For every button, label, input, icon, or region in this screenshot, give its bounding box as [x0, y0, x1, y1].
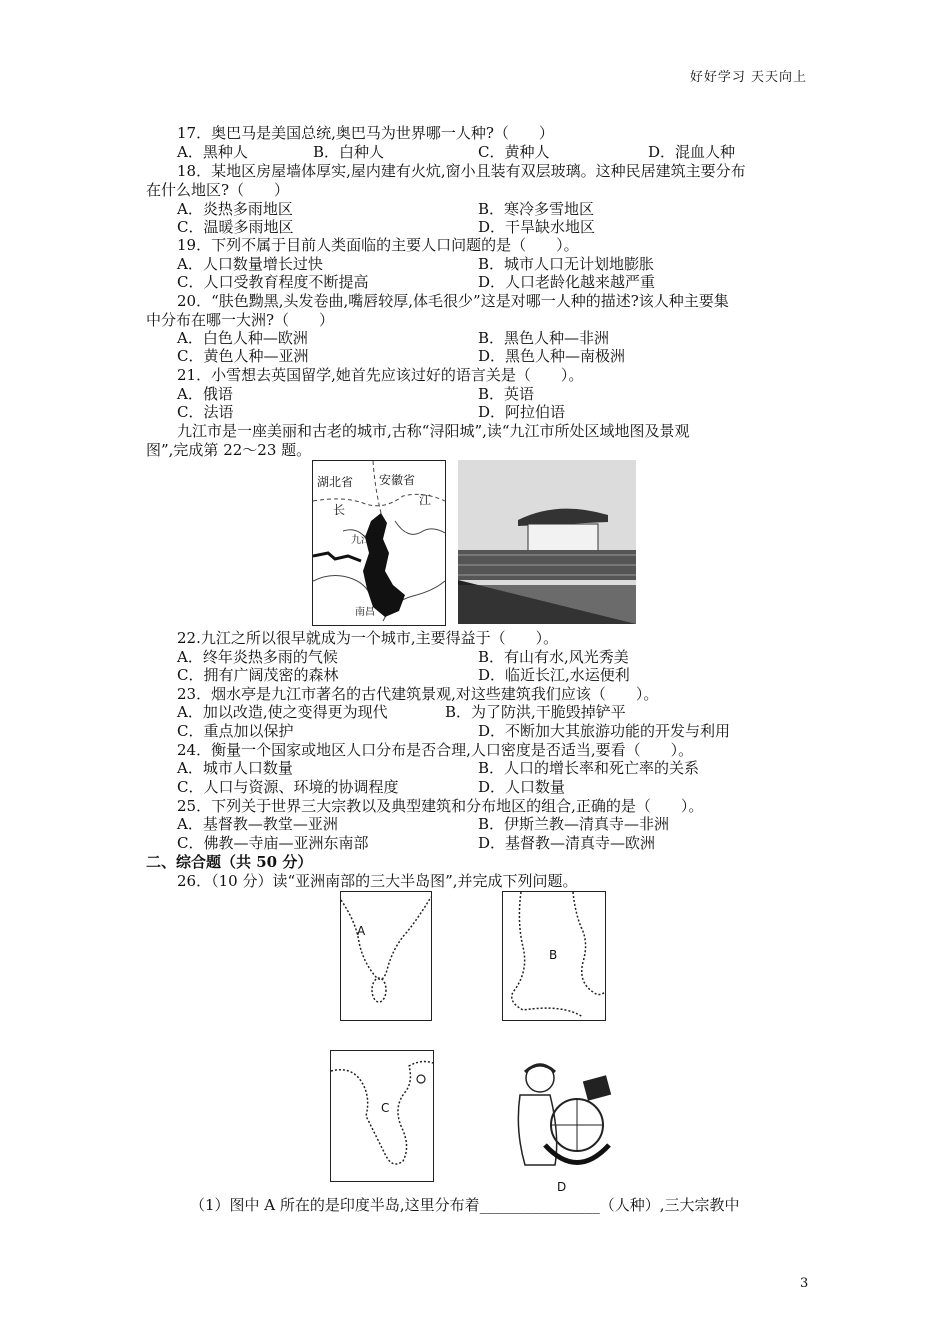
q21-option-d: D．阿拉伯语 [478, 403, 566, 421]
q21-option-c: C．法语 [177, 403, 234, 421]
figure-d-person-globe [505, 1050, 620, 1195]
q19-option-a: A．人口数量增长过快 [177, 255, 323, 273]
page-header: 好好学习 天天向上 [689, 70, 807, 85]
q17-option-c: C．黄种人 [478, 143, 550, 161]
map-label-anhui: 安徽省 [379, 473, 416, 487]
section2-heading: 二、综合题（共 50 分） [146, 853, 313, 871]
q24-option-b: B．人口的增长率和死亡率的关系 [478, 759, 700, 777]
q23-option-b: B．为了防洪,干脆毁掉铲平 [445, 703, 626, 721]
q23-option-a: A．加以改造,使之变得更为现代 [177, 703, 388, 721]
peninsula-c-drawing [331, 1051, 433, 1181]
q22-option-d: D．临近长江,水运便利 [478, 666, 630, 684]
peninsula-label-a: A [357, 924, 366, 938]
map-label-chang: 长 [333, 503, 346, 517]
q17-stem: 17．奥巴马是美国总统,奥巴马为世界哪一人种?（ ） [177, 124, 554, 142]
q23-option-c: C．重点加以保护 [177, 722, 294, 740]
q24-stem: 24．衡量一个国家或地区人口分布是否合理,人口密度是否适当,要看（ ）。 [177, 741, 694, 759]
q18-option-b: B．寒冷多雪地区 [478, 200, 595, 218]
q17-option-a: A．黑种人 [177, 143, 248, 161]
q26-sub1-text-end: （人种）,三大宗教中 [599, 1196, 740, 1214]
intro-line2: 图”,完成第 22～23 题。 [146, 441, 312, 459]
yanshui-pavilion-photo [458, 460, 636, 624]
jiujiang-region-map [312, 460, 446, 626]
map-label-hubei: 湖北省 [317, 475, 354, 489]
q20-option-d: D．黑色人种—南极洲 [478, 347, 626, 365]
q24-option-a: A．城市人口数量 [177, 759, 293, 777]
q21-stem: 21．小雪想去英国留学,她首先应该过好的语言关是（ ）。 [177, 366, 584, 384]
q24-option-c: C．人口与资源、环境的协调程度 [177, 778, 399, 796]
pavilion-drawing [458, 460, 636, 624]
q19-stem: 19．下列不属于目前人类面临的主要人口问题的是（ ）。 [177, 236, 579, 254]
intro-line1: 九江市是一座美丽和古老的城市,古称“浔阳城”,读“九江市所处区域地图及景观 [177, 422, 690, 440]
q17-option-b: B．白种人 [313, 143, 385, 161]
q20-option-c: C．黄色人种—亚洲 [177, 347, 309, 365]
q25-option-a: A．基督教—教堂—亚洲 [177, 815, 338, 833]
q26-sub1-line [190, 1196, 739, 1214]
q19-option-b: B．城市人口无计划地膨胀 [478, 255, 655, 273]
q22-stem: 22.九江之所以很早就成为一个城市,主要得益于（ ）。 [177, 629, 559, 647]
figure-label-d: D [557, 1180, 567, 1194]
q25-option-d: D．基督教—清真寺—欧洲 [478, 834, 656, 852]
q18-stem-line2: 在什么地区?（ ） [146, 181, 290, 199]
q20-stem-line2: 中分布在哪一大洲?（ ） [146, 311, 335, 329]
q25-stem: 25．下列关于世界三大宗教以及典型建筑和分布地区的组合,正确的是（ ）。 [177, 797, 704, 815]
q21-option-a: A．俄语 [177, 385, 233, 403]
q20-stem-line1: 20．“肤色黝黑,头发卷曲,嘴唇较厚,体毛很少”这是对哪一人种的描述?该人种主要集 [177, 292, 729, 310]
q23-option-d: D．不断加大其旅游功能的开发与利用 [478, 722, 731, 740]
q24-option-d: D．人口数量 [478, 778, 566, 796]
q26-sub1-text: （1）图中 A 所在的是印度半岛,这里分布着 [190, 1196, 480, 1214]
page-number: 3 [800, 1276, 809, 1291]
q18-stem-line1: 18．某地区房屋墙体厚实,屋内建有火炕,窗小且装有双层玻璃。这种民居建筑主要分布 [177, 162, 746, 180]
map-label-jiujiang: 九江 [351, 535, 371, 546]
peninsula-map-b [502, 891, 606, 1021]
figure-d-drawing [505, 1050, 620, 1180]
peninsula-map-c [330, 1050, 434, 1182]
q18-option-d: D．干旱缺水地区 [478, 218, 596, 236]
q22-option-c: C．拥有广阔茂密的森林 [177, 666, 339, 684]
q23-stem: 23．烟水亭是九江市著名的古代建筑景观,对这些建筑我们应该（ ）。 [177, 685, 659, 703]
q22-option-a: A．终年炎热多雨的气候 [177, 648, 338, 666]
q21-option-b: B．英语 [478, 385, 535, 403]
q25-option-b: B．伊斯兰教—清真寺—非洲 [478, 815, 670, 833]
peninsula-label-b: B [549, 948, 558, 962]
peninsula-label-c: C [381, 1101, 390, 1115]
q17-option-d: D．混血人种 [648, 143, 736, 161]
q25-option-c: C．佛教—寺庙—亚洲东南部 [177, 834, 369, 852]
q19-option-d: D．人口老龄化越来越严重 [478, 273, 656, 291]
q20-option-a: A．白色人种—欧洲 [177, 329, 308, 347]
q26-stem: 26．（10 分）读“亚洲南部的三大半岛图”,并完成下列问题。 [177, 872, 578, 890]
peninsula-a-drawing [341, 892, 431, 1020]
q18-option-c: C．温暖多雨地区 [177, 218, 294, 236]
q22-option-b: B．有山有水,风光秀美 [478, 648, 629, 666]
q18-option-a: A．炎热多雨地区 [177, 200, 293, 218]
map-label-jiang: 江 [419, 493, 432, 507]
peninsula-map-a [340, 891, 432, 1021]
q19-option-c: C．人口受教育程度不断提高 [177, 273, 369, 291]
q20-option-b: B．黑色人种—非洲 [478, 329, 610, 347]
map-label-nanchang: 南昌 [355, 607, 375, 618]
q26-sub1-answer-blank[interactable]: ________________ [479, 1196, 600, 1214]
